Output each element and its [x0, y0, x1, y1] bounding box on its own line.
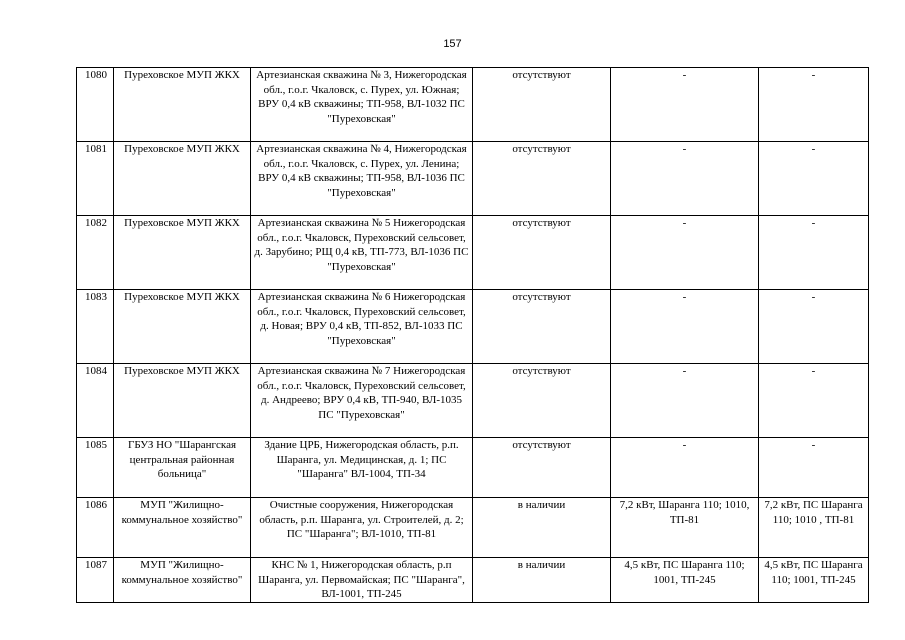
power-cell-2: 7,2 кВт, ПС Шаранга 110; 1010 , ТП-81: [759, 498, 869, 558]
power-cell-2: -: [759, 142, 869, 216]
object-cell: КНС № 1, Нижегородская область, р.п Шаранга, ул. Первомайская; ПС "Шаранга", ВЛ-1001, ТП-245: [251, 558, 473, 603]
power-cell-2: -: [759, 68, 869, 142]
table-row: [77, 290, 869, 364]
status-cell: отсутствуют: [473, 216, 611, 290]
organization-cell: Пуреховское МУП ЖКХ: [114, 142, 251, 216]
status-cell: отсутствуют: [473, 68, 611, 142]
power-cell-2: 4,5 кВт, ПС Шаранга 110; 1001, ТП-245: [759, 558, 869, 603]
table-row: [77, 68, 869, 142]
organization-cell: Пуреховское МУП ЖКХ: [114, 216, 251, 290]
organization-cell: Пуреховское МУП ЖКХ: [114, 68, 251, 142]
status-cell: отсутствуют: [473, 438, 611, 498]
status-cell: в наличии: [473, 498, 611, 558]
table-row: [77, 364, 869, 438]
organization-cell: ГБУЗ НО "Шарангская центральная районная больница": [114, 438, 251, 498]
power-cell-1: -: [611, 68, 759, 142]
power-cell-2: -: [759, 438, 869, 498]
power-cell-2: -: [759, 364, 869, 438]
object-cell: Здание ЦРБ, Нижегородская область, р.п. Шаранга, ул. Медицинская, д. 1; ПС "Шаранга" ВЛ-1004, ТП-34: [251, 438, 473, 498]
power-cell-1: 4,5 кВт, ПС Шаранга 110; 1001, ТП-245: [611, 558, 759, 603]
document-table: [76, 67, 869, 603]
row-number: 1087: [77, 558, 114, 603]
status-cell: отсутствуют: [473, 142, 611, 216]
organization-cell: МУП "Жилищно-коммунальное хозяйство": [114, 558, 251, 603]
object-cell: Артезианская скважина № 6 Нижегородская обл., г.о.г. Чкаловск, Пуреховский сельсовет, д. Новая; ВРУ 0,4 кВ, ТП-852, ВЛ-1033 ПС "Пуреховская": [251, 290, 473, 364]
power-cell-1: -: [611, 290, 759, 364]
table-row: [77, 558, 869, 603]
power-cell-1: -: [611, 216, 759, 290]
power-cell-1: -: [611, 364, 759, 438]
row-number: 1085: [77, 438, 114, 498]
power-cell-2: -: [759, 216, 869, 290]
status-cell: отсутствуют: [473, 290, 611, 364]
row-number: 1082: [77, 216, 114, 290]
power-cell-2: -: [759, 290, 869, 364]
object-cell: Артезианская скважина № 5 Нижегородская обл., г.о.г. Чкаловск, Пуреховский сельсовет, д. Зарубино; РЩ 0,4 кВ, ТП-773, ВЛ-1036 ПС "Пуреховская": [251, 216, 473, 290]
row-number: 1081: [77, 142, 114, 216]
power-cell-1: -: [611, 142, 759, 216]
table-row: [77, 216, 869, 290]
status-cell: отсутствуют: [473, 364, 611, 438]
table-row: [77, 438, 869, 498]
power-cell-1: -: [611, 438, 759, 498]
table-row: [77, 498, 869, 558]
power-cell-1: 7,2 кВт, Шаранга 110; 1010, ТП-81: [611, 498, 759, 558]
row-number: 1080: [77, 68, 114, 142]
page-number: 157: [443, 38, 462, 50]
row-number: 1084: [77, 364, 114, 438]
object-cell: Артезианская скважина № 4, Нижегородская обл., г.о.г. Чкаловск, с. Пурех, ул. Ленина; ВРУ 0,4 кВ скважины; ТП-958, ВЛ-1036 ПС "Пуреховская": [251, 142, 473, 216]
row-number: 1083: [77, 290, 114, 364]
object-cell: Очистные сооружения, Нижегородская область, р.п. Шаранга, ул. Строителей, д. 2; ПС "Шаранга"; ВЛ-1010, ТП-81: [251, 498, 473, 558]
object-cell: Артезианская скважина № 7 Нижегородская обл., г.о.г. Чкаловск, Пуреховский сельсовет, д. Андреево; ВРУ 0,4 кВ, ТП-940, ВЛ-1035 ПС "Пуреховская": [251, 364, 473, 438]
table-row: [77, 142, 869, 216]
organization-cell: Пуреховское МУП ЖКХ: [114, 364, 251, 438]
object-cell: Артезианская скважина № 3, Нижегородская обл., г.о.г. Чкаловск, с. Пурех, ул. Южная; ВРУ 0,4 кВ скважины; ТП-958, ВЛ-1032 ПС "Пуреховская": [251, 68, 473, 142]
status-cell: в наличии: [473, 558, 611, 603]
organization-cell: МУП "Жилищно-коммунальное хозяйство": [114, 498, 251, 558]
organization-cell: Пуреховское МУП ЖКХ: [114, 290, 251, 364]
row-number: 1086: [77, 498, 114, 558]
